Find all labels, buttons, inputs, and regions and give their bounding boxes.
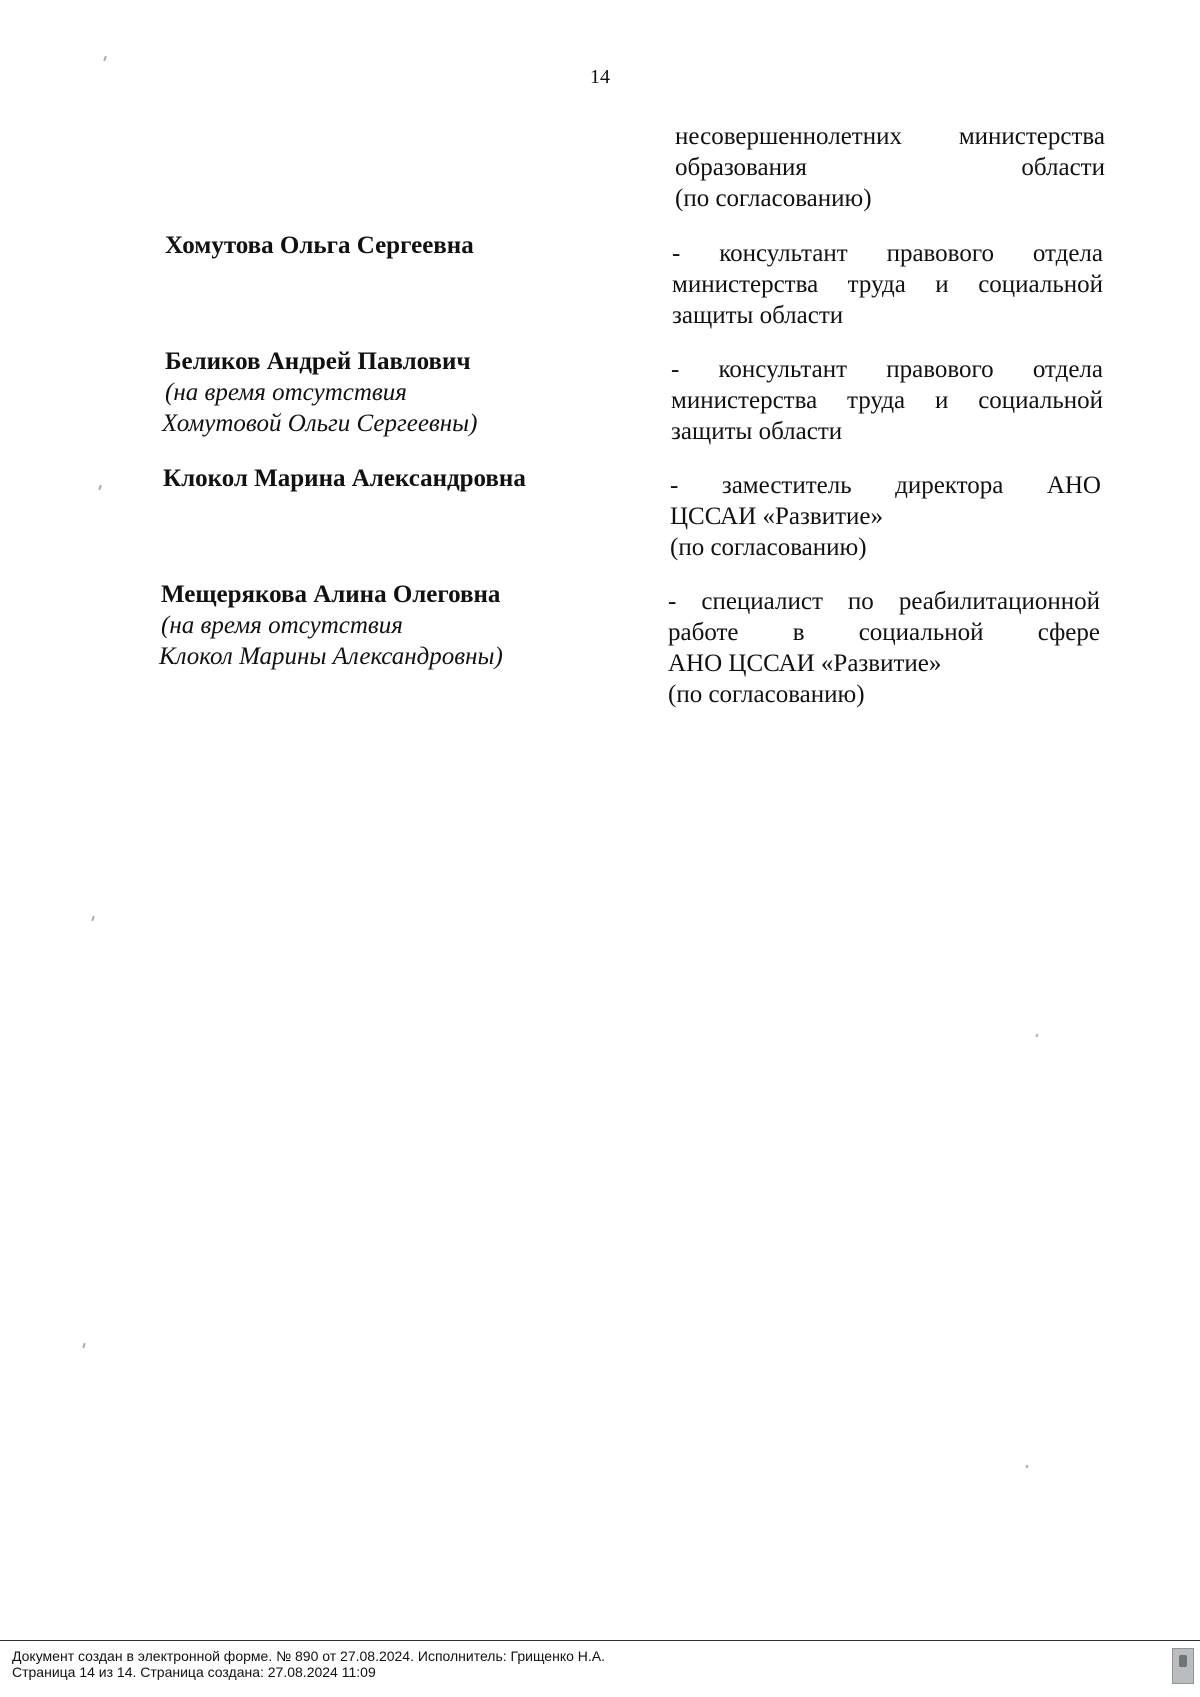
footer-page-info: Страница 14 из 14. Страница создана: 27.08.2024 11:09	[12, 1664, 376, 1680]
duty-line: - заместитель директора АНО	[670, 472, 1101, 499]
duty-line: АНО ЦССАИ «Развитие»	[668, 650, 942, 677]
scan-speck	[82, 1343, 86, 1348]
member-name: Беликов Андрей Павлович	[165, 348, 471, 375]
coat-of-arms-icon	[1172, 1648, 1194, 1684]
scan-speck	[91, 916, 95, 921]
duty-line: защиты области	[671, 418, 843, 445]
duty-line: несовершеннолетних министерства	[675, 123, 1105, 150]
duty-line: работе в социальной сфере	[668, 619, 1100, 646]
duty-line: министерства труда и социальной	[671, 387, 1103, 414]
substitution-note: Клокол Марины Александровны)	[159, 643, 503, 670]
member-name: Хомутова Ольга Сергеевна	[165, 232, 474, 259]
substitution-note: Хомутовой Ольги Сергеевны)	[162, 410, 478, 437]
footer-document-info: Документ создан в электронной форме. № 890 от 27.08.2024. Исполнитель: Грищенко Н.А.	[12, 1648, 606, 1664]
duty-line: - консультант правового отдела	[672, 240, 1103, 267]
scan-speck	[1026, 1465, 1029, 1469]
duty-line: образования области	[675, 154, 1105, 181]
footer-divider	[0, 1640, 1200, 1641]
scan-speck	[1036, 1034, 1039, 1038]
duty-line: - специалист по реабилитационной	[668, 588, 1100, 615]
duty-line: ЦССАИ «Развитие»	[670, 503, 883, 530]
scan-speck	[103, 56, 107, 61]
duty-line: - консультант правового отдела	[671, 356, 1103, 383]
member-name: Мещерякова Алина Олеговна	[161, 581, 501, 608]
duty-line: (по согласованию)	[670, 534, 867, 561]
duty-line: защиты области	[672, 302, 844, 329]
duty-line: (по согласованию)	[675, 185, 872, 212]
substitution-note: (на время отсутствия	[161, 612, 403, 639]
member-name: Клокол Марина Александровна	[163, 465, 526, 492]
scan-speck	[98, 485, 102, 490]
substitution-note: (на время отсутствия	[165, 379, 407, 406]
duty-line: (по согласованию)	[668, 681, 865, 708]
page-number: 14	[590, 66, 610, 88]
duty-line: министерства труда и социальной	[672, 271, 1103, 298]
